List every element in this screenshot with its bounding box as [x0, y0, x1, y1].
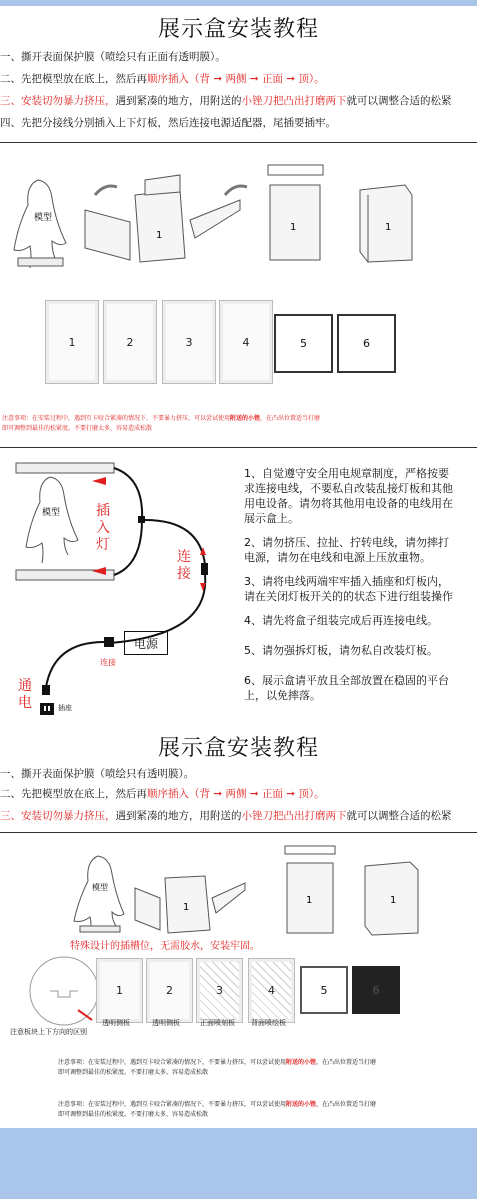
panel-5 [274, 314, 333, 373]
rule-1 [244, 466, 477, 526]
rule-4 [244, 613, 477, 628]
divider [0, 142, 477, 143]
model-label: 模型 [34, 213, 53, 223]
panel-number: 3 [216, 984, 223, 997]
label-char: 接 [177, 566, 191, 582]
step-2-order: 顺序插入（背 ➞ 两侧 ➞ 正面 ➞ 顶）。 [147, 73, 325, 85]
caution-note-2 [58, 1100, 376, 1109]
step-3-end: 就可以调整合适的松紧 [346, 95, 452, 107]
label-char: 电 [18, 695, 32, 711]
step-3 [0, 809, 452, 823]
step-3-end: 就可以调整合适的松紧 [346, 810, 452, 822]
caution-text-2: ，在凸出位置适当打磨 [316, 1101, 377, 1108]
step-3-text: 遇到紧凑的地方，用附送的 [115, 95, 242, 107]
panel-2 [146, 958, 193, 1023]
panel-1 [96, 958, 143, 1023]
rule-6 [244, 673, 477, 703]
step-2-order: 顺序插入（背 ➞ 两侧 ➞ 正面 ➞ 顶）。 [147, 788, 325, 800]
rule-line: 1、自觉遵守安全用电规章制度，严格按要 [244, 467, 449, 480]
panel-number: 3 [185, 335, 193, 349]
step-2-text: 二、先把模型放在底上，然后再 [0, 788, 147, 800]
base-note: 注意板块上下方向的区别 [10, 1028, 87, 1036]
figure-icon [26, 477, 78, 563]
power-adapter: 电源 [124, 631, 168, 655]
caution-text: 注意事项：在安装过程中，遇到互卡咬合紧凑的情况下，不要暴力挤压，可以尝试使用 [58, 1059, 287, 1066]
panel-4 [219, 300, 273, 384]
caution-tool: 附送的小锉 [286, 1101, 317, 1108]
rule-line: 上，以免摔落。 [244, 689, 321, 702]
caution-text-2: ，在凸出位置适当打磨 [316, 1059, 377, 1066]
open-box-number: 1 [156, 230, 163, 241]
energize-label [18, 678, 32, 712]
step-2-text: 二、先把模型放在底上，然后再 [0, 73, 147, 85]
wire [46, 642, 104, 687]
step-4: 四、先把分接线分别插入上下灯板，然后连接电源适配器，尾插要插牢。 [0, 117, 336, 129]
box-front-icon [285, 846, 335, 933]
panel-2 [103, 300, 157, 384]
insert-light-label [96, 503, 110, 554]
caution-text: 注意事项：在安装过程中，遇到互卡咬合紧凑的情况下，不要暴力挤压，可以尝试使用 [58, 1101, 287, 1108]
assembly-diagram-2 [0, 838, 477, 938]
open-box-icon [85, 175, 240, 262]
rule-line: 展示盒上。 [244, 512, 299, 525]
model-label: 模型 [92, 883, 108, 892]
assembly-diagram [0, 150, 477, 280]
step-3-tool: 小锉刀把凸出打磨两下 [241, 810, 347, 822]
connect-label [177, 549, 191, 583]
open-box-number: 1 [183, 902, 190, 913]
panel-number: 1 [68, 335, 76, 349]
panel-3 [196, 958, 243, 1023]
figure-icon [14, 180, 66, 268]
socket-icon [40, 703, 54, 715]
panel-1 [45, 300, 99, 384]
box-front-icon [268, 165, 323, 260]
panel-3 [162, 300, 216, 384]
base-circle-diagram [28, 955, 100, 1027]
caution-note-line2: 即可调整到最佳的松紧度。不要打磨太多，容易造成松散 [58, 1069, 209, 1076]
connector [138, 516, 145, 523]
slot-note: 特殊设计的插槽位，无需胶水，安装牢固。 [70, 941, 260, 952]
panel-number: 2 [126, 335, 134, 349]
model-label: 模型 [42, 508, 61, 518]
step-2 [0, 72, 325, 86]
panel-6 [337, 314, 396, 373]
box-number: 1 [290, 222, 297, 233]
rule-line: 电源，请勿在电线和电源上压放重物。 [244, 551, 431, 564]
caution-note [58, 1058, 376, 1067]
wiring-diagram [0, 455, 240, 720]
box-number: 1 [306, 895, 313, 906]
step-2 [0, 787, 325, 801]
panel-4 [248, 958, 295, 1023]
panel-number: 5 [320, 983, 328, 997]
closed-box-number: 1 [390, 895, 397, 906]
label-char: 连 [177, 549, 191, 565]
figure-icon [74, 856, 124, 932]
label-char: 入 [96, 520, 110, 536]
label-char: 插 [96, 503, 110, 519]
panel-6 [352, 966, 400, 1014]
top-light-board [16, 463, 114, 473]
arrow-icon [92, 477, 106, 485]
caution-text-2: ，在凸出位置适当打磨 [260, 415, 321, 422]
safety-rules [244, 466, 477, 703]
caution-note [2, 414, 320, 423]
rule-line: 求连接电线，不要私自改装乱接灯板和其他 [244, 482, 453, 495]
step-3-warning: 三、安装切勿暴力挤压， [0, 810, 116, 822]
rule-line: 6、展示盒请平放且全部放置在稳固的平台 [244, 674, 449, 687]
panel-number: 1 [116, 984, 123, 997]
caution-note-line2: 即可调整到最佳的松紧度。不要打磨太多，容易造成松散 [2, 425, 153, 432]
plug [42, 685, 50, 695]
wire [114, 468, 142, 575]
rule-2 [244, 535, 477, 565]
step-1: 一、撕开表面保护膜（喷绘只有透明膜）。 [0, 768, 195, 780]
panel-number: 2 [166, 984, 173, 997]
panel-label-1: 透明侧板 [102, 1019, 130, 1027]
connector [201, 563, 208, 575]
divider [0, 447, 477, 448]
step-3-warning: 三、安装切勿暴力挤压， [0, 95, 116, 107]
rule-line: 请在关闭灯板开关的的状态下进行组装操作 [244, 590, 453, 603]
caution-text: 注意事项：在安装过程中，遇到互卡咬合紧凑的情况下，不要暴力挤压，可以尝试使用 [2, 415, 231, 422]
panel-number: 4 [242, 335, 250, 349]
rule-line: 3、请将电线两端牢牢插入插座和灯板内， [244, 575, 449, 588]
step-3-text: 遇到紧凑的地方，用附送的 [115, 810, 242, 822]
page-title-2: 展示盒安装教程 [157, 736, 319, 761]
divider [0, 832, 477, 833]
panel-number: 6 [363, 337, 370, 350]
caution-note-2-line2: 即可调整到最佳的松紧度。不要打磨太多，容易造成松散 [58, 1111, 209, 1118]
panel-label-4: 背面喷绘板 [251, 1019, 286, 1027]
panel-label-3: 正面喷刻板 [200, 1019, 235, 1027]
socket-label: 插座 [58, 704, 72, 712]
top-banner [0, 0, 477, 6]
step-3-tool: 小锉刀把凸出打磨两下 [241, 95, 347, 107]
rule-5 [244, 643, 477, 658]
rule-line: 2、请勿挤压、拉扯、拧转电线，请勿摔打 [244, 536, 449, 549]
rule-3 [244, 574, 477, 604]
label-char: 灯 [96, 537, 110, 553]
panel-label-2: 透明侧板 [152, 1019, 180, 1027]
panel-5 [300, 966, 348, 1014]
connect-small-label: 连接 [100, 658, 116, 667]
caution-tool: 附送的小锉 [230, 415, 261, 422]
label-char: 通 [18, 678, 32, 694]
caution-tool: 附送的小锉 [286, 1059, 317, 1066]
open-box-icon [135, 876, 245, 933]
step-3 [0, 94, 452, 108]
panel-number: 5 [300, 337, 307, 350]
bottom-banner [0, 1128, 477, 1199]
panel-number: 6 [372, 983, 380, 997]
arrow-icon [225, 186, 247, 195]
rule-line: 用电设备。请勿将其他用电设备的电线用在 [244, 497, 453, 510]
rule-line: 5、请勿强拆灯板，请勿私自改装灯板。 [244, 644, 438, 657]
page-title: 展示盒安装教程 [157, 17, 319, 42]
rule-line: 4、请先将盒子组装完成后再连接电线。 [244, 614, 438, 627]
connector [104, 637, 114, 647]
arrow-icon [95, 186, 117, 195]
step-1: 一、撕开表面保护膜（喷绘只有正面有透明膜）。 [0, 51, 226, 63]
wire [145, 520, 205, 565]
closed-box-number: 1 [385, 222, 392, 233]
panel-number: 4 [268, 984, 275, 997]
